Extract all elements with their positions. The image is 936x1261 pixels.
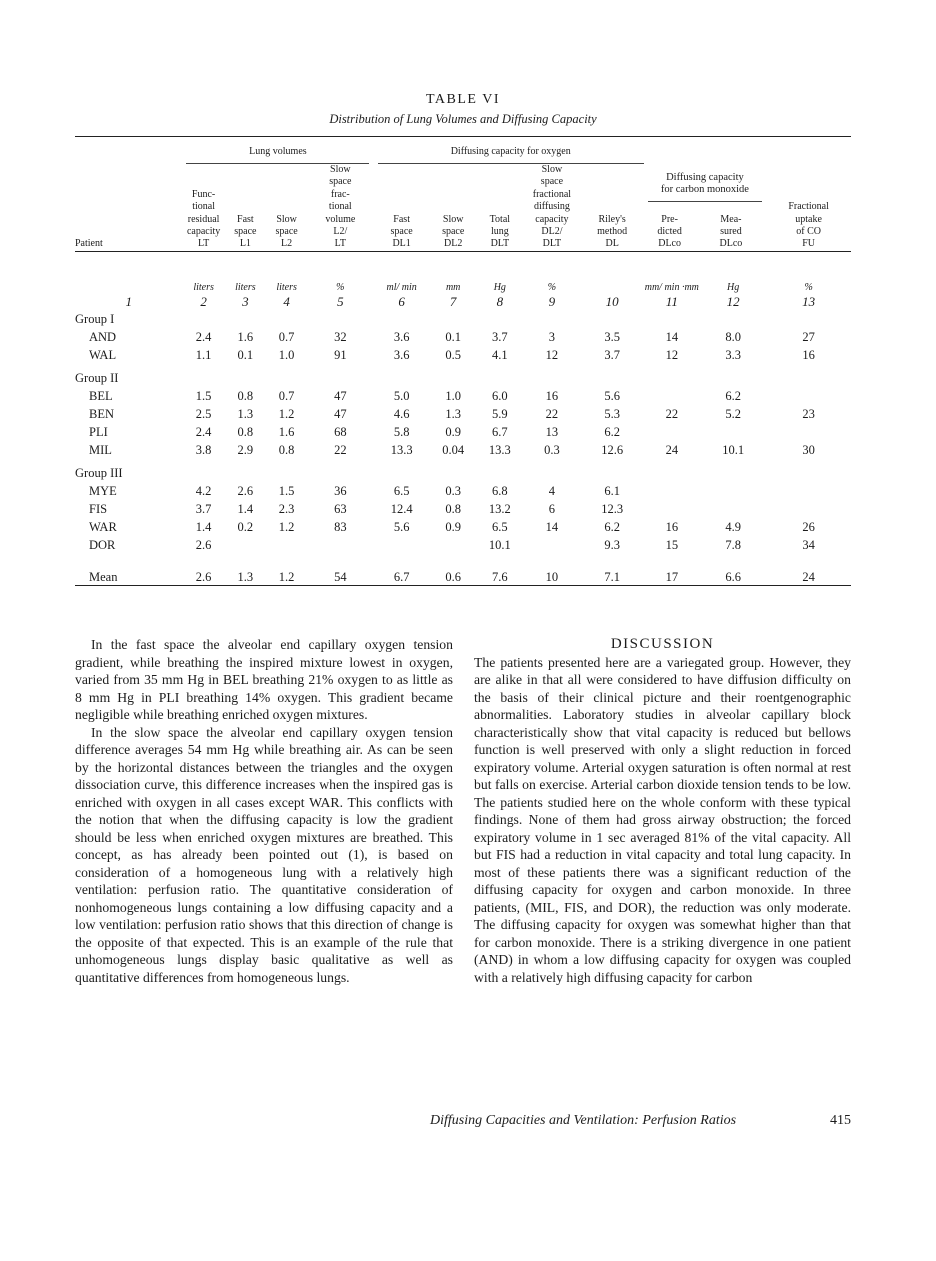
value-cell: 0.9 [445, 519, 461, 534]
group-label: Group I [75, 311, 115, 326]
value-cell: 0.8 [445, 501, 461, 516]
col-header-rileys-method: Riley's method DL [597, 213, 628, 250]
value-cell: 4.1 [492, 347, 508, 362]
table-row [75, 535, 851, 553]
table-row [75, 499, 851, 517]
group-label-row [75, 369, 851, 386]
table-top-rule [75, 136, 851, 137]
value-cell: 47 [334, 388, 347, 403]
value-cell: 0.3 [445, 483, 461, 498]
group-label: Group II [75, 370, 119, 385]
table-row [75, 404, 851, 422]
page-number: 415 [830, 1113, 851, 1128]
mean-row [75, 559, 851, 586]
table-title: Distribution of Lung Volumes and Diffusing Capacity [329, 112, 597, 126]
value-cell: 16 [802, 347, 815, 362]
value-cell [373, 535, 429, 553]
value-cell: 0.8 [237, 424, 254, 439]
value-cell: 6.5 [393, 483, 410, 498]
value-cell: 2.3 [278, 501, 295, 516]
value-cell [430, 535, 477, 553]
column-header-row [75, 164, 851, 251]
column-number-row: 1 2 3 4 5 6 7 8 9 10 11 12 13 [125, 293, 816, 309]
page-footer [430, 1113, 851, 1129]
value-cell: 2.5 [195, 406, 212, 421]
value-cell: 0.1 [445, 329, 461, 344]
patient-cell: BEN [89, 406, 114, 421]
value-cell [266, 535, 307, 553]
paragraph: The patients presented here are a variegated group. However, they are alike in that all were considered to have diffusion difficulty on the basis of their clinical picture and their roentgenographic abnormalities. Laboratory studies in alveolar capillary block characteristically show that vital capacity is reduced but bellows function is well preserved with only a slight reduction in forced expiratory volume. Arterial oxygen saturation is often normal at rest but falls on exercise. Arterial carbon dioxide tension tends to be low. The patients studied here on the whole conform with these typical findings. None of them had gross airway obstruction; the forced expiratory volume in 1 sec averaged 81% of the vital capacity. All but FIS had a reduction in vital capacity and total lung capacity. In most of these patients there was a significant reduction of the diffusing capacity for oxygen and carbon monoxide. In three patients, (MIL, FIS, and DOR), the reduction was only moderate. The diffusing capacity for oxygen was somewhat higher than that for carbon monoxide. There is a striking divergence in one patient (AND) in whom a low diffusing capacity for oxygen was coupled with a relatively high diffusing capacity for carbon [474, 654, 851, 985]
group-label: Group III [75, 465, 123, 480]
value-cell: 2.6 [237, 483, 254, 498]
value-cell: 6.2 [604, 519, 620, 534]
value-cell: 47 [334, 406, 347, 421]
mean-value: 7.6 [492, 569, 508, 584]
patient-cell: PLI [89, 424, 108, 439]
group-lung-volumes: Lung volumes [186, 146, 369, 164]
value-cell: 3.7 [195, 501, 212, 516]
value-cell: 1.6 [237, 329, 254, 344]
value-cell: 5.0 [393, 388, 410, 403]
value-cell: 24 [665, 442, 679, 457]
value-cell: 12.3 [601, 501, 624, 516]
col-header-frc: Func- tional residual capacity LT [186, 188, 221, 250]
running-title: Diffusing Capacities and Ventilation: Perfusion Ratios [430, 1113, 737, 1128]
value-cell: 1.5 [278, 483, 295, 498]
value-cell: 32 [334, 329, 347, 344]
value-cell: 15 [665, 537, 679, 552]
value-cell [700, 481, 766, 499]
value-cell: 27 [802, 329, 815, 344]
value-cell: 16 [665, 519, 679, 534]
data-table [75, 138, 851, 586]
value-cell: 1.2 [278, 519, 295, 534]
group-header-row [75, 138, 851, 164]
mean-value: 2.6 [195, 569, 212, 584]
col-header-slow-fractional-volume: Slow space frac- tional volume L2/ LT [325, 164, 356, 250]
value-cell [766, 386, 851, 404]
value-cell: 2.4 [195, 329, 212, 344]
value-cell: 16 [545, 388, 559, 403]
value-cell [307, 535, 373, 553]
col-header-fast-space-dl1: Fast space DL1 [390, 213, 413, 250]
value-cell: 0.9 [445, 424, 461, 439]
col-header-slow-fractional-diffusing: Slow space fractional diffusing capacity DL2/ DLT [532, 164, 572, 250]
value-cell [644, 422, 700, 440]
value-cell: 6.2 [725, 388, 741, 403]
col-header-slow-space-dl2: Slow space DL2 [442, 213, 465, 250]
value-cell: 13 [545, 424, 559, 439]
section-heading: DISCUSSION [610, 636, 715, 652]
value-cell: 0.2 [237, 519, 254, 534]
col-header-patient: Patient [75, 238, 103, 250]
value-cell: 4 [548, 483, 556, 498]
value-cell: 0.7 [278, 329, 295, 344]
value-cell [700, 499, 766, 517]
value-cell: 3.8 [195, 442, 212, 457]
value-cell: 0.8 [278, 442, 295, 457]
value-cell: 0.3 [544, 442, 560, 457]
value-cell [225, 535, 266, 553]
table-label: TABLE VI [425, 92, 500, 107]
mean-value: 1.3 [237, 569, 254, 584]
value-cell: 2.6 [195, 537, 212, 552]
value-cell: 1.2 [278, 406, 295, 421]
value-cell: 63 [334, 501, 347, 516]
col-header-fast-space-l1: Fast space L1 [234, 213, 257, 250]
patient-cell: FIS [89, 501, 108, 516]
col-header-slow-space-l2: Slow space L2 [275, 213, 298, 250]
value-cell: 13.3 [390, 442, 413, 457]
value-cell: 2.9 [237, 442, 254, 457]
value-cell: 3.6 [393, 347, 410, 362]
left-text-column [75, 636, 453, 986]
value-cell: 6.2 [604, 424, 620, 439]
value-cell [644, 481, 700, 499]
table-row [75, 345, 851, 363]
col-header-predicted-dlco: Pre- dicted DLco [657, 213, 682, 250]
value-cell: 91 [334, 347, 347, 362]
value-cell: 5.3 [604, 406, 620, 421]
table-row [75, 481, 851, 499]
table-row [75, 386, 851, 404]
value-cell: 36 [334, 483, 347, 498]
table-row [75, 440, 851, 458]
value-cell: 12 [545, 347, 559, 362]
mean-value: 0.6 [445, 569, 461, 584]
value-cell: 1.5 [195, 388, 212, 403]
value-cell: 0.04 [442, 442, 465, 457]
value-cell: 3.7 [492, 329, 508, 344]
value-cell: 4.2 [195, 483, 212, 498]
value-cell: 14 [665, 329, 679, 344]
table-row [75, 422, 851, 440]
group-diffusing-oxygen: Diffusing capacity for oxygen [378, 146, 644, 164]
value-cell [700, 422, 766, 440]
value-cell: 3.7 [604, 347, 620, 362]
value-cell: 3.3 [725, 347, 741, 362]
value-cell [766, 422, 851, 440]
mean-value: 54 [334, 569, 347, 584]
value-cell: 1.3 [445, 406, 461, 421]
value-cell: 1.3 [237, 406, 254, 421]
col-header-co-group [644, 164, 767, 251]
patient-cell: MYE [89, 483, 117, 498]
value-cell: 22 [334, 442, 347, 457]
value-cell: 0.8 [237, 388, 254, 403]
value-cell: 9.3 [604, 537, 620, 552]
patient-cell: WAL [89, 347, 117, 362]
value-cell: 5.6 [604, 388, 620, 403]
value-cell: 3.6 [393, 329, 410, 344]
mean-label: Mean [89, 569, 118, 584]
value-cell: 12.4 [390, 501, 413, 516]
value-cell: 3.5 [604, 329, 620, 344]
value-cell: 5.9 [492, 406, 508, 421]
patient-cell: MIL [89, 442, 112, 457]
value-cell [644, 499, 700, 517]
table-row [75, 517, 851, 535]
value-cell: 6 [548, 501, 556, 516]
value-cell: 12 [665, 347, 679, 362]
group-label-row [75, 310, 851, 327]
value-cell: 1.6 [278, 424, 295, 439]
value-cell: 6.8 [492, 483, 508, 498]
value-cell: 5.6 [393, 519, 410, 534]
value-cell: 12.6 [601, 442, 624, 457]
value-cell: 1.0 [278, 347, 295, 362]
value-cell: 13.3 [488, 442, 511, 457]
value-cell: 14 [545, 519, 559, 534]
mean-value: 10 [545, 569, 559, 584]
value-cell [644, 386, 700, 404]
value-cell: 22 [665, 406, 679, 421]
value-cell: 68 [334, 424, 347, 439]
value-cell: 10.1 [488, 537, 511, 552]
table-row [75, 327, 851, 345]
value-cell: 13.2 [488, 501, 511, 516]
value-cell: 6.7 [492, 424, 508, 439]
value-cell: 0.7 [278, 388, 295, 403]
patient-cell: WAR [89, 519, 117, 534]
mean-value: 17 [665, 569, 679, 584]
value-cell: 10.1 [722, 442, 745, 457]
value-cell: 6.5 [492, 519, 508, 534]
col-header-total-lung-dlt: Total lung DLT [489, 213, 511, 250]
value-cell: 1.1 [195, 347, 212, 362]
value-cell: 8.0 [725, 329, 741, 344]
paragraph: In the fast space the alveolar end capillary oxygen tension gradient, while breathing the inspired mixture lowest in oxygen, varied from 35 mm Hg in BEL breathing 21% oxygen to as little as 8 mm Hg in PLI breathing 14% oxygen. This gradient became negligible while breathing enriched oxygen mixtures. [75, 637, 453, 722]
patient-cell: BEL [89, 388, 113, 403]
col-header-fractional-uptake: Fractional uptake of CO FU [788, 201, 829, 250]
value-cell: 30 [802, 442, 815, 457]
group-label-row [75, 464, 851, 481]
value-cell [766, 481, 851, 499]
value-cell: 6.0 [492, 388, 508, 403]
paragraph: In the slow space the alveolar end capillary oxygen tension difference averages 54 mm Hg while breathing air. As can be seen by the horizontal distances between the triangles and the oxygen dissociation curve, this difference increases when the inspired gas is enriched with oxygen in all cases except WAR. This conflicts with the notion that when the diffusing capacity is low the gradient should be less when enriched oxygen mixtures are breathed. This concept, as has already been pointed out (1), is based on consideration of a homogeneous lung with a relatively high ventilation: perfusion ratio. The quantitative consideration of nonhomogeneous lungs containing a low diffusing capacity and a low ventilation: perfusion ratio shows that this direction of change is the opposite of that expected. This is an example of the rule that unhomogeneous lungs display basic qualitative as well as quantitative differences from homogeneous lungs. [75, 724, 453, 985]
col-header-measured-dlco: Mea- sured DLco [719, 213, 743, 250]
value-cell: 6.1 [604, 483, 620, 498]
mean-value: 1.2 [278, 569, 295, 584]
value-cell [766, 499, 851, 517]
value-cell: 22 [545, 406, 559, 421]
value-cell: 2.4 [195, 424, 212, 439]
value-cell: 0.1 [237, 347, 254, 362]
value-cell: 1.4 [195, 519, 212, 534]
value-cell: 5.8 [393, 424, 410, 439]
right-text-column [474, 636, 851, 986]
group-diffusing-co-line1: Diffusing capacity [666, 171, 744, 183]
units-row: liters liters liters % ml/ min mm Hg % mm/ min ·mm Hg % [193, 281, 813, 293]
value-cell: 5.2 [725, 406, 741, 421]
value-cell: 83 [334, 519, 347, 534]
mean-value: 24 [802, 569, 815, 584]
value-cell: 1.0 [445, 388, 461, 403]
value-cell: 23 [802, 406, 815, 421]
value-cell: 0.5 [445, 347, 461, 362]
patient-cell: AND [89, 329, 117, 344]
value-cell: 4.6 [393, 406, 410, 421]
value-cell: 26 [802, 519, 815, 534]
value-cell: 3 [548, 329, 556, 344]
patient-cell: DOR [89, 537, 116, 552]
value-cell [523, 535, 581, 553]
value-cell: 1.4 [237, 501, 254, 516]
mean-value: 6.6 [725, 569, 741, 584]
value-cell: 7.8 [725, 537, 741, 552]
mean-value: 7.1 [604, 569, 620, 584]
mean-value: 6.7 [393, 569, 410, 584]
value-cell: 34 [802, 537, 815, 552]
group-diffusing-co-line2: for carbon monoxide [660, 184, 749, 196]
value-cell: 4.9 [725, 519, 741, 534]
